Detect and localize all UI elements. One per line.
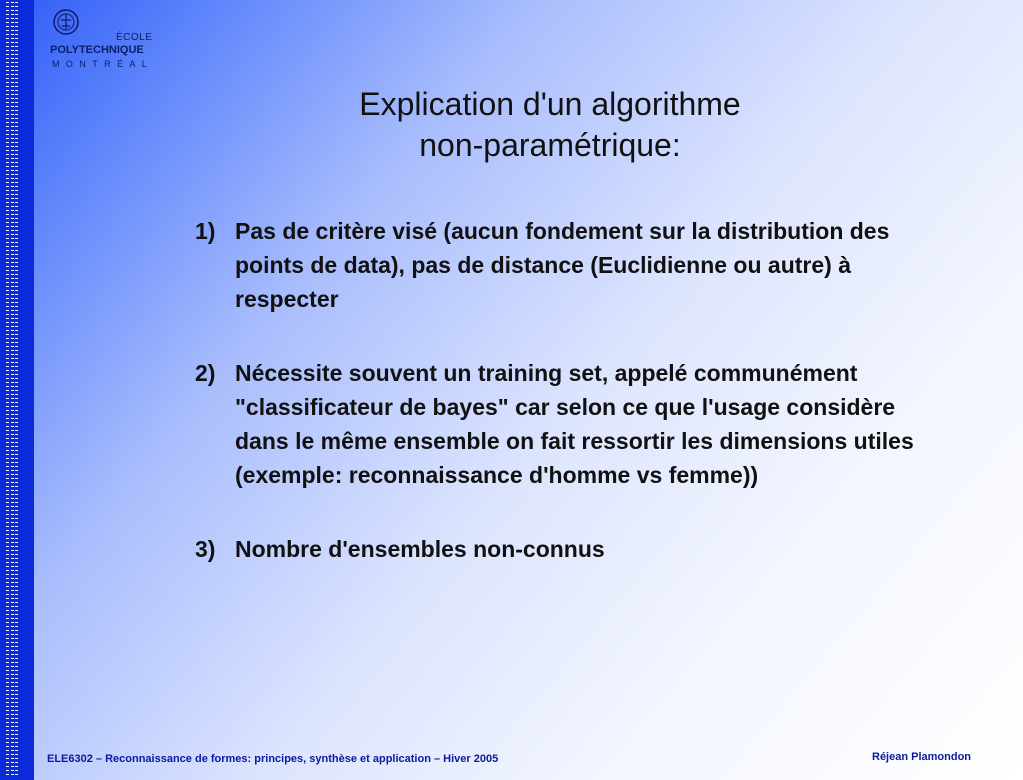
- item-number: 1): [195, 218, 216, 244]
- logo-polytechnique: POLYTECHNIQUE: [50, 44, 144, 56]
- slide-title: [300, 84, 800, 166]
- list-item: [195, 532, 955, 566]
- seal-icon: [52, 8, 80, 36]
- logo-montreal: MONTRÉAL: [52, 59, 154, 69]
- numbered-list: [195, 214, 955, 566]
- item-number: 3): [195, 536, 216, 562]
- logo-ecole: ÉCOLE: [116, 32, 153, 43]
- school-logo: [48, 8, 158, 70]
- item-number: 2): [195, 360, 216, 386]
- item-text: Pas de critère visé (aucun fondement sur la distribution des points de data), pas de distance (Euclidienne ou autre) à respecter: [235, 218, 890, 312]
- left-film-strip: [0, 0, 34, 780]
- list-item: [195, 214, 955, 316]
- footer-course: ELE6302 – Reconnaissance de formes: principes, synthèse et application – Hiver 2005: [47, 753, 499, 765]
- item-text: Nécessite souvent un training set, appelé communément "classificateur de bayes" car selon ce que l'usage considère dans le même ensemble on fait ressortir les dimensions utiles (exemple: reconnaissance d'homme vs femme)): [235, 360, 914, 488]
- title-line-1: Explication d'un algorithme: [359, 86, 741, 122]
- title-line-2: non-paramétrique:: [419, 127, 681, 163]
- list-item: [195, 356, 955, 492]
- footer-author: Réjean Plamondon: [872, 751, 972, 763]
- item-text: Nombre d'ensembles non-connus: [235, 536, 605, 562]
- film-strip-pattern: [6, 2, 18, 778]
